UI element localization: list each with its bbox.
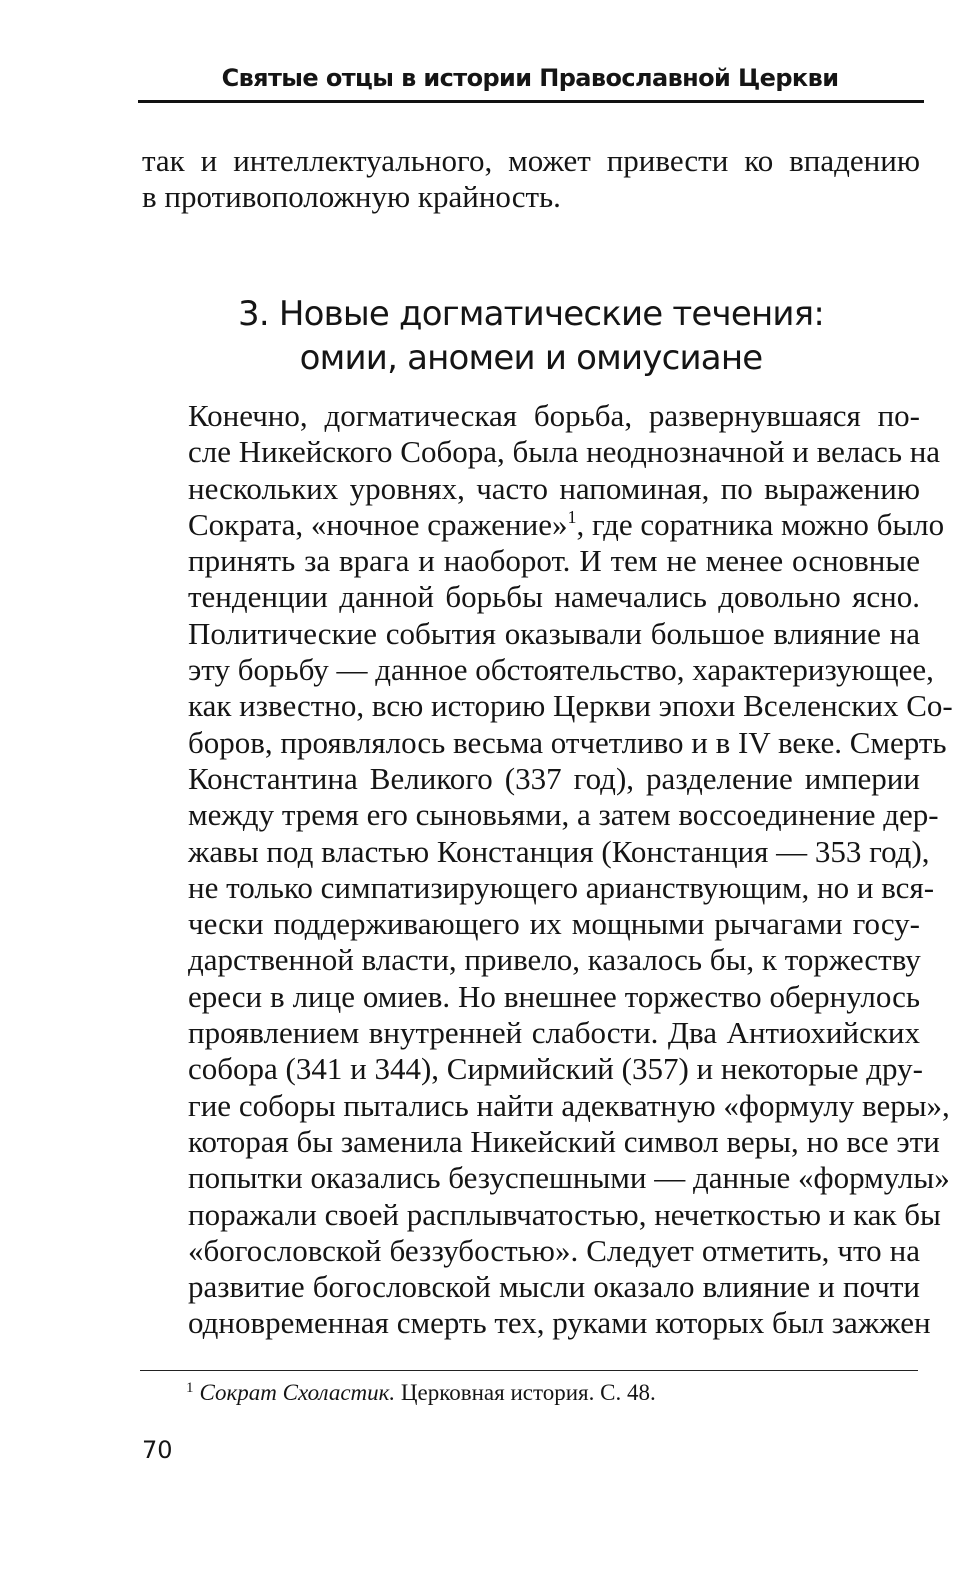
text-line: Конечно, догматическая борьба, развернувшаяся по- — [188, 398, 920, 433]
footnote-mark: 1 — [186, 1380, 194, 1396]
body-text — [142, 398, 953, 1342]
text-line: «богословской беззубостью». Следует отметить, что на — [188, 1232, 920, 1268]
text-line: не только симпатизирующего арианствующим, но и вся- — [188, 869, 935, 905]
text-line: дарственной власти, привело, казалось бы, к торжеству — [188, 942, 921, 978]
text-line: проявлением внутренней слабости. Два Антиохийских — [188, 1015, 920, 1051]
text-line: развитие богословской мысли оказало влияние и почти — [188, 1269, 920, 1305]
text-line: эту борьбу — данное обстоятельство, характеризующее, — [188, 652, 934, 688]
text-line: которая бы заменила Никейский символ веры, но все эти — [188, 1123, 940, 1159]
footnote — [186, 1378, 656, 1411]
text-line: Политические события оказывали большое влияние на — [188, 615, 920, 651]
running-head-rule — [138, 100, 924, 103]
text-line: гие соборы пытались найти адекватную «формулу веры», — [188, 1087, 950, 1123]
footnote-reference[interactable]: 1 — [567, 506, 577, 527]
text-line: сле Никейского Собора, была неоднозначной и велась на — [188, 434, 941, 470]
text-line: боров, проявлялось весьма отчетливо и в IV веке. Смерть — [188, 724, 947, 760]
footnote-rule — [140, 1370, 918, 1371]
text-line: чески поддерживающего их мощными рычагами госу- — [188, 906, 920, 942]
section-heading-line: 3. Новые догматические течения: — [237, 294, 824, 334]
text-line: собора (341 и 344), Сирмийский (357) и некоторые дру- — [188, 1051, 923, 1087]
paragraph — [142, 143, 920, 216]
footnote-author: Сократ Схоластик. — [199, 1380, 396, 1405]
page-number: 70 — [142, 1436, 173, 1464]
section-heading — [142, 292, 920, 380]
text-line: попытки оказались безуспешными — данные «формулы» — [188, 1160, 950, 1196]
text-line: принять за врага и наоборот. И тем не менее основные — [188, 543, 920, 579]
text-line: между тремя его сыновьями, а затем воссоединение дер- — [188, 797, 939, 833]
text-line: жавы под властью Констанция (Констанция — 353 год), — [188, 833, 930, 869]
text-line: ереси в лице омиев. Но внешнее торжество обернулось — [188, 978, 920, 1014]
text-line: как известно, всю историю Церкви эпохи Вселенских Со- — [188, 688, 953, 724]
text-line: нескольких уровнях, часто напоминая, по выражению — [188, 470, 920, 506]
text-line: поражали своей расплывчатостью, нечеткостью и как бы — [188, 1196, 941, 1232]
text-line: в противоположную крайность. — [142, 179, 561, 215]
text-line: одновременная смерть тех, руками которых был зажжен — [188, 1305, 931, 1341]
continued-paragraph — [142, 143, 920, 216]
text-fragment: , где соратника можно было — [576, 506, 945, 542]
text-fragment: Сократа, «ночное сражение» — [188, 506, 568, 542]
paragraph — [142, 398, 953, 1342]
text-line: так и интеллектуального, может привести ко впадению — [142, 143, 920, 178]
text-line: Константина Великого (337 год), разделение империи — [188, 760, 920, 796]
running-head: Святые отцы в истории Православной Церкви — [221, 64, 839, 92]
section-heading-line: омии, аномеи и омиусиане — [299, 338, 763, 378]
footnote-text: Церковная история. С. 48. — [400, 1380, 656, 1405]
text-line: тенденции данной борьбы намечались довольно ясно. — [188, 579, 920, 615]
text-line-with-footnote — [142, 506, 945, 543]
